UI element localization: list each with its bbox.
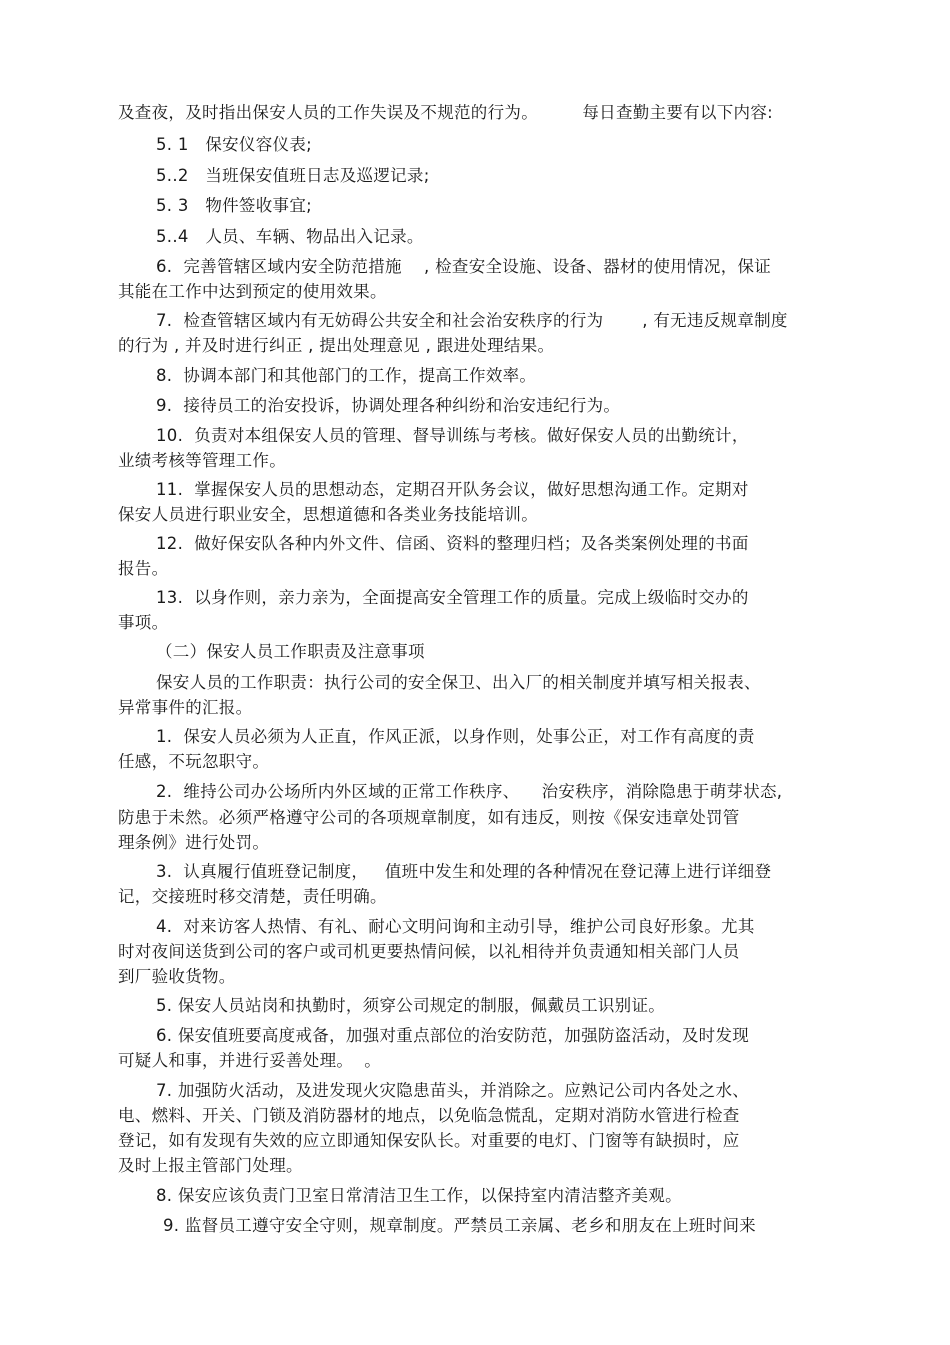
text-line-41: 9. 监督员工遵守安全守则，规章制度。严禁员工亲属、老乡和朋友在上班时间来	[163, 1216, 757, 1235]
text-line-6: 6. 完善管辖区域内安全防范措施 , 检查安全设施、设备、器材的使用情况，保证	[156, 257, 772, 276]
text-line-28: 3. 认真履行值班登记制度， 值班中发生和处理的各种情况在登记薄上进行详细登	[156, 862, 772, 881]
text-line-25: 2. 维持公司办公场所内外区域的正常工作秩序、 治安秩序，消除隐患于萌芽状态,	[156, 782, 783, 801]
text-line-19: 事项。	[118, 613, 169, 632]
text-line-4: 5. 3 物件签收事宜;	[156, 196, 312, 215]
text-line-17: 报告。	[118, 559, 169, 578]
text-line-38: 登记，如有发现有失效的应立即通知保安队长。对重要的电灯、门窗等有缺损时，应	[118, 1131, 740, 1150]
section-heading: （二）保安人员工作职责及注意事项	[156, 642, 425, 661]
text-line-33: 5. 保安人员站岗和执勤时，须穿公司规定的制服，佩戴员工识别证。	[156, 996, 666, 1015]
text-line-27: 理条例》进行处罚。	[118, 833, 270, 852]
text-line-40: 8. 保安应该负责门卫室日常清洁卫生工作，以保持室内清洁整齐美观。	[156, 1186, 682, 1205]
text-line-31: 时对夜间送货到公司的客户或司机更要热情问候，以礼相待并负责通知相关部门人员	[118, 942, 740, 961]
text-line-16: 12. 做好保安队各种内外文件、信函、资料的整理归档；及各类案例处理的书面	[156, 534, 749, 553]
text-line-39: 及时上报主管部门处理。	[118, 1156, 303, 1175]
text-line-8: 7. 检查管辖区域内有无妨碍公共安全和社会治安秩序的行为 , 有无违反规章制度	[156, 311, 788, 330]
text-line-15: 保安人员进行职业安全，思想道德和各类业务技能培训。	[118, 505, 538, 524]
text-line-30: 4. 对来访客人热情、有礼、耐心文明问询和主动引导，维护公司良好形象。尤其	[156, 917, 755, 936]
text-line-3: 5..2 当班保安值班日志及巡逻记录;	[156, 166, 430, 185]
text-line-21: 保安人员的工作职责：执行公司的安全保卫、出入厂的相关制度并填写相关报表、	[156, 673, 761, 692]
text-line-29: 记，交接班时移交清楚，责任明确。	[118, 887, 387, 906]
text-line-34: 6. 保安值班要高度戒备，加强对重点部位的治安防范，加强防盗活动，及时发现	[156, 1026, 750, 1045]
text-line-23: 1. 保安人员必须为人正直，作风正派，以身作则，处事公正，对工作有高度的责	[156, 727, 755, 746]
text-line-24: 任感，不玩忽职守。	[118, 752, 270, 771]
text-line-14: 11. 掌握保安人员的思想动态，定期召开队务会议，做好思想沟通工作。定期对	[156, 480, 749, 499]
text-line-18: 13. 以身作则，亲力亲为，全面提高安全管理工作的质量。完成上级临时交办的	[156, 588, 749, 607]
text-line-10: 8. 协调本部门和其他部门的工作，提高工作效率。	[156, 366, 537, 385]
text-line-36: 7. 加强防火活动，及进发现火灾隐患苗头，并消除之。应熟记公司内各处之水、	[156, 1081, 750, 1100]
text-line-7: 其能在工作中达到预定的使用效果。	[118, 282, 387, 301]
text-line-37: 电、燃料、开关、门锁及消防器材的地点，以免临急慌乱，定期对消防水管进行检查	[118, 1106, 740, 1125]
text-line-5: 5..4 人员、车辆、物品出入记录。	[156, 227, 424, 246]
text-line-11: 9. 接待员工的治安投诉，协调处理各种纠纷和治安违纪行为。	[156, 396, 621, 415]
text-line-35: 可疑人和事，并进行妥善处理。 。	[118, 1051, 382, 1070]
text-line-26: 防患于未然。必须严格遵守公司的各项规章制度，如有违反，则按《保安违章处罚管	[118, 808, 740, 827]
text-line-32: 到厂验收货物。	[118, 967, 236, 986]
text-line-22: 异常事件的汇报。	[118, 698, 253, 717]
text-line-13: 业绩考核等管理工作。	[118, 451, 286, 470]
text-line-2: 5. 1 保安仪容仪表;	[156, 135, 312, 154]
text-line-1: 及查夜，及时指出保安人员的工作失误及不规范的行为。 每日查勤主要有以下内容:	[118, 103, 774, 122]
text-line-12: 10. 负责对本组保安人员的管理、督导训练与考核。做好保安人员的出勤统计，	[156, 426, 749, 445]
text-line-9: 的行为 , 并及时进行纠正 , 提出处理意见 , 跟进处理结果。	[118, 336, 555, 355]
